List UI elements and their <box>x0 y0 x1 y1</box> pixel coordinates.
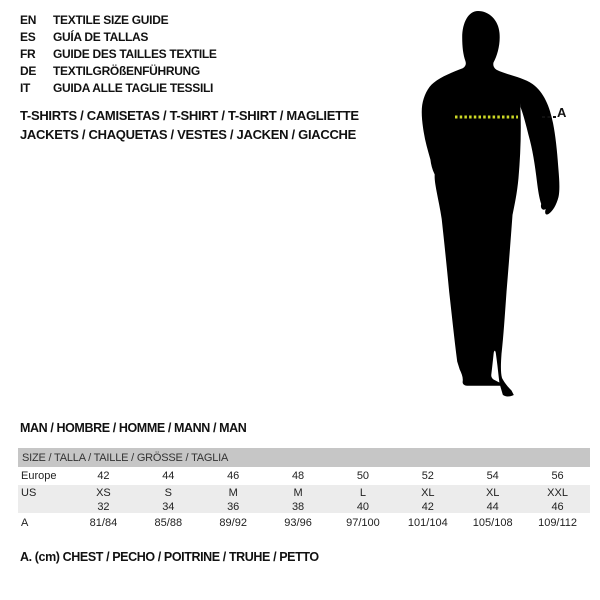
table-row-europe <box>18 467 590 485</box>
size-cell: M <box>293 486 303 499</box>
language-code: EN <box>20 13 37 27</box>
size-cell: 109/112 <box>538 516 578 529</box>
measure-label-a: A <box>557 105 567 120</box>
size-cell: 48 <box>291 470 305 482</box>
size-cell: 105/108 <box>472 516 513 529</box>
category-line-tshirts: T-SHIRTS / CAMISETAS / T-SHIRT / T-SHIRT / MAGLIETTE <box>20 108 359 123</box>
size-table <box>18 448 590 532</box>
size-cell: XXL <box>547 486 568 499</box>
language-list <box>20 12 217 97</box>
size-cell: 56 <box>551 470 564 482</box>
size-cell: 54 <box>486 470 499 482</box>
size-cell: XL <box>485 486 500 499</box>
language-label: GUIDE DES TAILLES TEXTILE <box>53 47 217 61</box>
language-label: TEXTILE SIZE GUIDE <box>53 13 169 27</box>
size-cell: 93/96 <box>284 516 312 529</box>
table-row-us <box>18 485 590 500</box>
size-cell: L <box>359 486 366 499</box>
language-row <box>20 46 217 63</box>
row-label: US <box>21 486 37 499</box>
measurement-legend: A. (cm) CHEST / PECHO / POITRINE / TRUHE / PETTO <box>20 550 319 564</box>
language-code: IT <box>20 81 31 95</box>
row-label: A <box>21 516 29 529</box>
language-code: DE <box>20 64 37 78</box>
language-label: GUIDA ALLE TAGLIE TESSILI <box>53 81 214 95</box>
size-cell: XS <box>96 486 111 499</box>
size-cell: S <box>164 486 172 499</box>
size-cell: 101/104 <box>407 516 448 529</box>
language-row <box>20 63 217 80</box>
size-cell: XL <box>421 486 435 499</box>
size-cell: 52 <box>421 470 434 482</box>
size-cell: 34 <box>162 500 175 513</box>
section-title-man: MAN / HOMBRE / HOMME / MANN / MAN <box>20 421 247 435</box>
language-code: ES <box>20 30 36 44</box>
language-row <box>20 12 217 29</box>
table-row-numeric <box>18 500 590 513</box>
man-silhouette <box>408 4 573 400</box>
category-line-jackets: JACKETS / CHAQUETAS / VESTES / JACKEN / GIACCHE <box>20 127 356 142</box>
size-cell: 36 <box>227 500 240 513</box>
size-cell: M <box>228 486 238 499</box>
size-cell: 89/92 <box>219 516 247 529</box>
size-cell: 44 <box>486 500 499 513</box>
size-cell: 50 <box>356 470 370 482</box>
language-label: TEXTILGRÖßENFÜHRUNG <box>53 64 200 78</box>
language-code: FR <box>20 47 36 61</box>
size-cell: 97/100 <box>346 516 380 529</box>
size-cell: 38 <box>291 500 305 513</box>
size-cell: 46 <box>551 500 564 513</box>
language-row <box>20 80 217 97</box>
size-cell: 46 <box>227 470 240 482</box>
size-cell: 42 <box>97 470 110 482</box>
size-cell: 40 <box>356 500 370 513</box>
size-cell: 42 <box>421 500 434 513</box>
size-table-header: SIZE / TALLA / TAILLE / GRÖSSE / TAGLIA <box>18 448 590 467</box>
language-row <box>20 29 217 46</box>
table-row-chest-cm <box>18 513 590 532</box>
language-label: GUÍA DE TALLAS <box>53 30 149 44</box>
size-cell: 32 <box>97 500 110 513</box>
row-label: Europe <box>21 470 57 482</box>
size-cell: 44 <box>162 470 175 482</box>
man-silhouette-shape <box>422 11 560 396</box>
size-cell: 85/88 <box>154 516 183 529</box>
garment-categories <box>20 106 359 144</box>
size-cell: 81/84 <box>89 516 118 529</box>
